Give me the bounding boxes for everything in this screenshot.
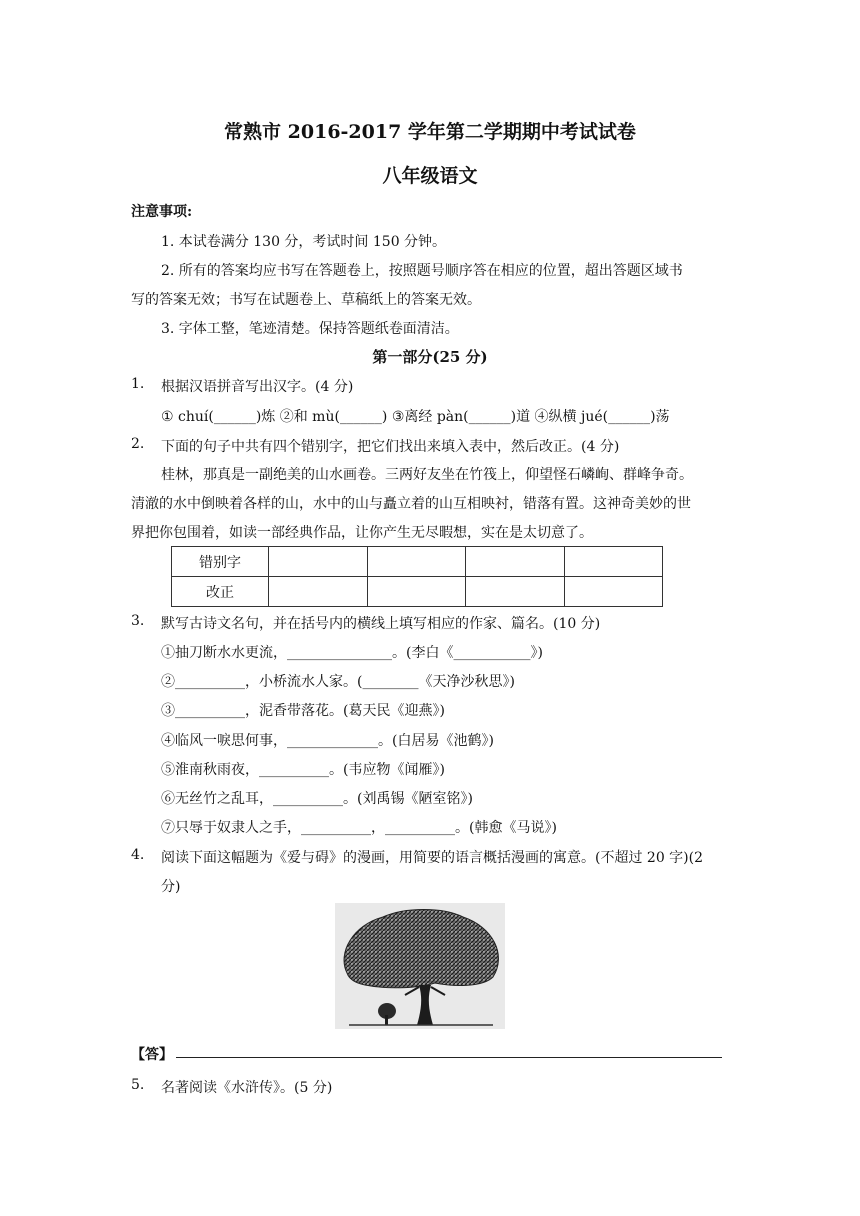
answer-cell[interactable] <box>269 577 368 607</box>
answer-cell[interactable] <box>466 577 565 607</box>
question-text: 阅读下面这幅题为《爱与碍》的漫画，用简要的语言概括漫画的寓意。(不超过 20 字)(2 <box>161 850 704 866</box>
poem-line: ⑥无丝竹之乱耳，__________。(刘禹锡《陋室铭》) <box>161 791 473 807</box>
table-header-cell: 错别字 <box>172 547 269 577</box>
table-row <box>172 577 663 607</box>
notes-heading: 注意事项: <box>131 204 193 220</box>
page-title: 常熟市 2016-2017 学年第二学期期中考试试卷 <box>224 121 636 143</box>
note-item: 3. 字体工整，笔迹清楚。保持答题纸卷面清洁。 <box>161 321 459 337</box>
question-number: 1. <box>131 376 145 392</box>
question-text: 名著阅读《水浒传》。(5 分) <box>161 1080 333 1096</box>
question-text: 默写古诗文名句，并在括号内的横线上填写相应的作家、篇名。(10 分) <box>161 616 601 632</box>
passage-line: 桂林，那真是一副绝美的山水画卷。三两好友坐在竹筏上，仰望怪石嶙峋、群峰争奇。 <box>161 467 693 483</box>
table-header-cell: 改正 <box>172 577 269 607</box>
poem-line: ③__________，泥香带落花。(葛天民《迎燕》) <box>161 703 445 719</box>
answer-line[interactable] <box>176 1057 722 1058</box>
note-item: 写的答案无效；书写在试题卷上、草稿纸上的答案无效。 <box>131 292 481 308</box>
answer-cell[interactable] <box>564 577 663 607</box>
question-number: 5. <box>131 1077 145 1093</box>
answer-cell[interactable] <box>367 547 466 577</box>
page-subtitle: 八年级语文 <box>382 165 478 187</box>
answer-cell[interactable] <box>564 547 663 577</box>
answer-cell[interactable] <box>269 547 368 577</box>
correction-table <box>171 546 663 607</box>
poem-line: ⑤淮南秋雨夜，__________。(韦应物《闻雁》) <box>161 762 445 778</box>
question-number: 3. <box>131 613 145 629</box>
poem-line: ⑦只辱于奴隶人之手，__________，__________。(韩愈《马说》) <box>161 820 557 836</box>
section-heading: 第一部分(25 分) <box>372 348 488 366</box>
question-text-cont: 分) <box>161 879 181 895</box>
poem-line: ①抽刀断水水更流，_______________。(李白《___________》) <box>161 645 543 661</box>
table-row <box>172 547 663 577</box>
question-text: 根据汉语拼音写出汉字。(4 分) <box>161 379 354 395</box>
answer-cell[interactable] <box>367 577 466 607</box>
question-number: 2. <box>131 436 145 452</box>
answer-cell[interactable] <box>466 547 565 577</box>
question-text: 下面的句子中共有四个错别字，把它们找出来填入表中，然后改正。(4 分) <box>161 439 620 455</box>
passage-line: 清澈的水中倒映着各样的山，水中的山与矗立着的山互相映衬，错落有置。这神奇美妙的世 <box>131 496 691 512</box>
passage-line: 界把你包围着，如读一部经典作品，让你产生无尽暇想，实在是太切意了。 <box>131 525 593 541</box>
cartoon-tree-image <box>335 903 505 1029</box>
question-number: 4. <box>131 847 145 863</box>
poem-line: ④临风一唳思何事，_____________。(白居易《池鹤》) <box>161 733 494 749</box>
note-item: 2. 所有的答案均应书写在答题卷上，按照题号顺序答在相应的位置，超出答题区域书 <box>161 263 683 279</box>
pinyin-line: ① chuí(______)炼 ②和 mù(______) ③离经 pàn(______)道 ④纵横 jué(______)荡 <box>161 409 670 425</box>
answer-label: 【答】 <box>131 1047 173 1063</box>
poem-line: ②__________，小桥流水人家。(________《天净沙秋思》) <box>161 674 515 690</box>
note-item: 1. 本试卷满分 130 分，考试时间 150 分钟。 <box>161 234 447 250</box>
